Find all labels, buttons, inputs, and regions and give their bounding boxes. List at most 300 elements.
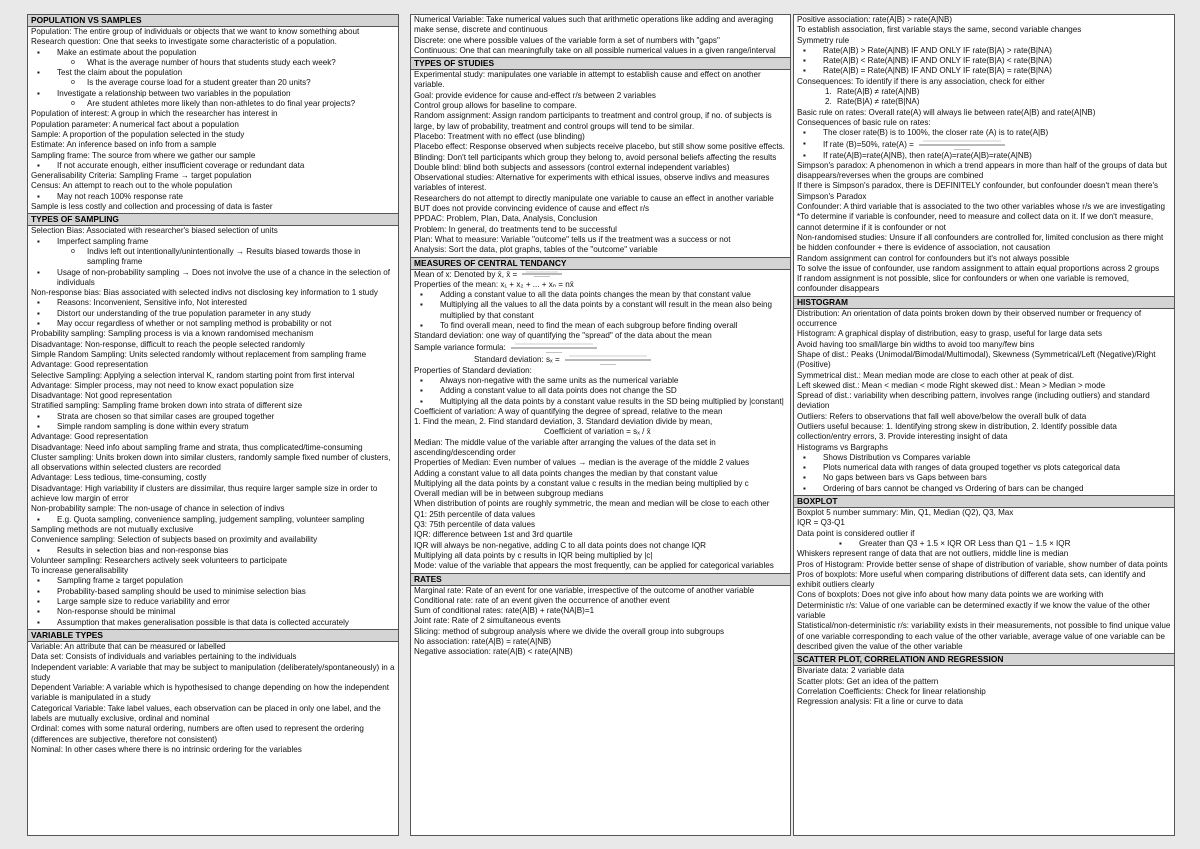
line-text: Random assignment can control for confounders but it's not always possible — [797, 253, 1070, 263]
bullet-item — [31, 268, 395, 289]
line-text: If rate (B)=50%, rate(A) = — [823, 139, 914, 149]
line-text: Q1: 25th percentile of data values — [414, 509, 536, 519]
line-text: Multiplying all the data points by a constant value results in the SD being multiplied by |constant| — [440, 396, 784, 406]
line-text: Indivs left out intentionally/unintentionally → Results biased towards those in sampling frame — [87, 246, 361, 267]
bullet-item — [833, 539, 1171, 549]
text-line — [414, 163, 787, 173]
text-line — [414, 520, 787, 530]
line-text: Simple Random Sampling: Units selected randomly without replacement from sampling frame — [31, 349, 367, 359]
line-text: Pros of Histogram: Provide better sense of shape of distribution of variable, show number of data points — [797, 559, 1168, 569]
text-line — [414, 101, 787, 111]
section-heading: TYPES OF SAMPLING — [28, 213, 398, 226]
line-text: Selection Bias: Associated with researcher's biased selection of units — [31, 226, 278, 236]
line-text: Cluster sampling: Units broken down into similar clusters, randomly sample fixed number of clusters, all observations within selected clusters are recorded — [31, 452, 391, 473]
line-text: Symmetry rule — [797, 35, 850, 45]
text-line — [414, 551, 787, 561]
text-line — [797, 108, 1171, 118]
bullet-item — [797, 46, 1171, 56]
text-line — [797, 181, 1171, 202]
text-line — [414, 469, 787, 479]
line-text: Positive association: rate(A|B) > rate(A|NB) — [797, 15, 953, 24]
text-line — [414, 647, 787, 657]
section-heading: POPULATION VS SAMPLES — [28, 15, 398, 27]
line-text: Joint rate: Rate of 2 simultaneous events — [414, 616, 561, 626]
line-text: Imperfect sampling frame — [57, 236, 149, 246]
line-text: IQR will always be non-negative, adding C to all data points does not change IQR — [414, 540, 706, 550]
text-line — [797, 601, 1171, 622]
line-text: Experimental study: manipulates one variable in attempt to establish cause and effect on another variable. — [414, 70, 761, 90]
section-population-vs-samples — [28, 15, 398, 213]
text-line — [414, 616, 787, 626]
line-text: Advantage: Less tedious, time-consuming, costly — [31, 473, 207, 483]
line-text: Test the claim about the population — [57, 68, 183, 78]
line-text: Shape of dist.: Peaks (Unimodal/Bimodal/Multimodal), Skewness (Symmetrical/Left (Negative)/Right (Positive) — [797, 349, 1156, 370]
bullet-item — [31, 192, 395, 202]
line-text: Shows Distribution vs Compares variable — [823, 452, 971, 462]
text-line — [31, 109, 395, 119]
bullet-item — [414, 300, 787, 321]
text-line — [414, 606, 787, 616]
line-text: Outliers useful because: 1. Identifying strong skew in distribution, 2. Identify possible data collection/entry errors, 3. Provide interesting insight of data — [797, 421, 1117, 442]
line-text: Results in selection bias and non-response bias — [57, 545, 229, 555]
text-line — [414, 111, 787, 132]
line-text: Large sample size to reduce variability and error — [57, 597, 230, 607]
line-text: E.g. Quota sampling, convenience sampling, judgement sampling, volunteer sampling — [57, 514, 365, 524]
line-text: Rate(B|A) ≠ rate(B|NA) — [837, 97, 920, 107]
line-text: If there is Simpson's paradox, there is DEFINITELY confounder, but confounder doesn't mean there's Simpson's Paradox — [797, 181, 1159, 201]
text-line — [414, 342, 787, 354]
text-line — [414, 407, 787, 417]
text-line — [544, 427, 787, 437]
line-text: Sampling methods are not mutually exclusive — [31, 524, 194, 534]
line-text: Consequences: To identify if there is any association, check for either — [797, 76, 1045, 86]
text-line — [31, 151, 395, 161]
text-line — [31, 453, 395, 474]
line-text: Standard deviation: one way of quantifying the "spread" of the data about the mean — [414, 331, 712, 341]
line-text: Histogram: A graphical display of distribution, easy to grasp, useful for large data sets — [797, 329, 1103, 339]
line-text: Non-response bias: Bias associated with selected indivs not disclosing key information to 1 study — [31, 288, 378, 298]
line-text: Placebo: Treatment with no effect (use blinding) — [414, 131, 585, 141]
text-line — [31, 171, 395, 181]
line-text: Probability sampling: Sampling process is via a known randomised mechanism — [31, 329, 314, 339]
line-text: Ordering of bars cannot be changed vs Ordering of bars can be changed — [823, 483, 1084, 493]
line-text: Regression analysis: Fit a line or curve to data — [797, 697, 964, 707]
text-line — [414, 194, 787, 215]
section-boxplot — [794, 495, 1174, 653]
section-body — [28, 226, 398, 629]
line-text: Generalisability Criteria: Sampling Frame → target population — [31, 171, 252, 181]
text-line — [414, 245, 787, 255]
line-text: Marginal rate: Rate of an event for one variable, irrespective of the outcome of another variable — [414, 585, 755, 595]
line-text: Plan: What to measure: Variable "outcome" tells us if the treatment was a success or not — [414, 234, 731, 244]
line-text: Make an estimate about the population — [57, 47, 197, 57]
text-line — [797, 36, 1171, 46]
line-text: Boxplot 5 number summary: Min, Q1, Median (Q2), Q3, Max — [797, 508, 1014, 518]
section-body — [794, 666, 1174, 708]
line-text: Assumption that makes generalisation possible is that data is collected accurately — [57, 617, 349, 627]
text-line — [797, 381, 1171, 391]
line-text: To increase generalisability — [31, 566, 129, 576]
text-line — [31, 556, 395, 566]
text-line — [31, 484, 395, 505]
line-text: May occur regardless of whether or not sampling method is probability or not — [57, 319, 332, 329]
text-line — [31, 140, 395, 150]
line-text: Census: An attempt to reach out to the whole population — [31, 181, 233, 191]
bullet-item — [414, 386, 787, 396]
text-line — [797, 212, 1171, 233]
line-text: Slicing: method of subgroup analysis where we divide the overall group into subgroups — [414, 626, 724, 636]
text-line — [31, 525, 395, 535]
line-text: Researchers do not attempt to directly manipulate one variable to cause an effect in another variable BUT does not provide convincing evidence of cause and effect r/s — [414, 193, 774, 214]
line-text: Greater than Q3 + 1.5 × IQR OR Less than Q1 − 1.5 × IQR — [859, 538, 1071, 548]
text-line — [31, 566, 395, 576]
line-text: Adding a constant value to all the data points changes the mean by that constant value — [440, 290, 751, 300]
text-line — [797, 529, 1171, 539]
line-text: Sampling frame: The source from where we gather our sample — [31, 150, 256, 160]
numbered-item — [797, 87, 1171, 97]
bullet-item — [797, 463, 1171, 473]
formula-image — [563, 354, 653, 366]
text-line — [31, 27, 395, 37]
text-line — [31, 37, 395, 47]
line-text: Coefficient of variation = sₓ / x̄ — [544, 427, 651, 437]
bullet-item — [797, 484, 1171, 494]
line-text: Cons of boxplots: Does not give info about how many data points we are working with — [797, 590, 1104, 600]
text-line — [797, 560, 1171, 570]
line-text: Whiskers represent range of data that are not outliers, middle line is median — [797, 549, 1069, 559]
line-text: IQR: difference between 1st and 3rd quartile — [414, 530, 573, 540]
line-text: Coefficient of variation: A way of quantifying the degree of spread, relative to the mean — [414, 406, 723, 416]
text-line — [31, 652, 395, 662]
line-text: Continuous: One that can meaningfully take on all possible numerical values in a given range/interval — [414, 45, 776, 55]
section-body — [411, 15, 790, 57]
line-text: Double blind: blind both subjects and assessors (control external independent variables) — [414, 162, 730, 172]
line-text: Data set: Consists of individuals and variables pertaining to the individuals — [31, 652, 297, 662]
text-line — [31, 371, 395, 381]
text-line — [797, 329, 1171, 339]
text-line — [414, 561, 787, 571]
text-line — [797, 570, 1171, 591]
section-variable-types — [28, 629, 398, 756]
line-text: Q3: 75th percentile of data values — [414, 520, 536, 530]
line-text: The closer rate(B) is to 100%, the closer rate (A) is to rate(A|B) — [823, 128, 1049, 138]
section-heading: TYPES OF STUDIES — [411, 57, 790, 70]
bullet-item — [797, 453, 1171, 463]
text-line — [414, 637, 787, 647]
line-text: No gaps between bars vs Gaps between bars — [823, 473, 987, 483]
text-line — [414, 489, 787, 499]
line-text: Consequences of basic rule on rates: — [797, 117, 931, 127]
text-line — [797, 677, 1171, 687]
section-body — [28, 642, 398, 756]
text-line — [31, 340, 395, 350]
bullet-item — [31, 412, 395, 422]
line-text: Outliers: Refers to observations that fall well above/below the overall bulk of data — [797, 411, 1087, 421]
text-line — [31, 360, 395, 370]
text-line — [414, 36, 787, 46]
line-text: Adding a constant value to all data points changes the median by that constant value — [414, 468, 718, 478]
text-line — [414, 70, 787, 91]
section-body — [411, 586, 790, 659]
line-text: Negative association: rate(A|B) < rate(A|NB) — [414, 647, 573, 657]
section-heading: HISTOGRAM — [794, 296, 1174, 309]
line-text: If random assignment is not possible, slice for confounders or when one variable is removed, confounder disappears — [797, 274, 1130, 294]
bullet-item — [414, 290, 787, 300]
text-line — [414, 142, 787, 152]
line-text: Scatter plots: Get an idea of the pattern — [797, 676, 939, 686]
section-heading: VARIABLE TYPES — [28, 629, 398, 642]
text-line — [797, 350, 1171, 371]
line-text: Dependent Variable: A variable which is hypothesised to change depending on how the independent variable is manipulated in a study — [31, 683, 390, 703]
line-text: Symmetrical dist.: Mean median mode are close to each other at peak of dist. — [797, 370, 1075, 380]
text-line — [797, 443, 1171, 453]
bullet-item — [31, 319, 395, 329]
line-text: Multiplying all the data points by a constant value c results in the median being multiplied by c — [414, 478, 749, 488]
line-text: To find overall mean, need to find the mean of each subgroup before finding overall — [440, 321, 738, 331]
line-text: Always non-negative with the same units as the numerical variable — [440, 375, 679, 385]
text-line — [797, 202, 1171, 212]
text-line — [414, 235, 787, 245]
text-line — [414, 438, 787, 459]
text-line — [797, 161, 1171, 182]
line-text: Nominal: In other cases where there is no intrinsic ordering for the variables — [31, 744, 302, 754]
line-text: Variable: An attribute that can be measured or labelled — [31, 641, 226, 651]
formula-image — [917, 139, 1007, 151]
line-text: Goal: provide evidence for cause and-effect r/s between 2 variables — [414, 90, 656, 100]
bullet-item — [414, 376, 787, 386]
line-text: Random assignment: Assign random participants to treatment and control group, if no. of subjects is large, by law of probability, treatment and control groups will tend to be similar. — [414, 111, 772, 131]
line-text: When distribution of points are roughly symmetric, the mean and median will be close to each other — [414, 499, 770, 509]
line-text: Multiplying all the values to all the data points by a constant will result in the mean also being multiplied by that constant — [440, 300, 773, 320]
line-text: Is the average course load for a student greater than 20 units? — [87, 78, 311, 88]
section-heading: BOXPLOT — [794, 495, 1174, 508]
text-line — [31, 663, 395, 684]
bullet-item — [797, 139, 1171, 151]
bullet-item — [31, 237, 395, 247]
text-line — [797, 118, 1171, 128]
bullet-item — [797, 66, 1171, 76]
bullet-item — [31, 161, 395, 171]
line-text: Rate(A|B) < Rate(A|NB) IF AND ONLY IF rate(B|A) < rate(B|NA) — [823, 56, 1052, 66]
text-line — [31, 745, 395, 755]
line-text: Sample variance formula: — [414, 342, 506, 352]
line-text: Placebo effect: Response observed when subjects receive placebo, but still show some positive effects. — [414, 142, 785, 152]
text-line — [31, 226, 395, 236]
section-heading: RATES — [411, 573, 790, 586]
line-text: Volunteer sampling: Researchers actively seek volunteers to participate — [31, 555, 287, 565]
line-text: Mode: value of the variable that appears the most frequently, can be applied for categorical variables — [414, 561, 774, 571]
line-text: Investigate a relationship between two variables in the population — [57, 88, 291, 98]
text-line — [414, 499, 787, 509]
text-line — [414, 541, 787, 551]
line-text: Simpson's paradox: A phenomenon in which a trend appears in more than half of the groups of data but disappears/reverses when the groups are combined — [797, 160, 1168, 181]
line-text: Population: The entire group of individuals or objects that we want to know something about — [31, 27, 360, 36]
text-line — [31, 202, 395, 212]
line-text: Are student athletes more likely than non-athletes to do final year projects? — [87, 99, 356, 109]
text-line — [797, 621, 1171, 652]
bullet-item — [31, 607, 395, 617]
text-line — [797, 371, 1171, 381]
text-line — [414, 153, 787, 163]
bullet-item — [31, 298, 395, 308]
line-text: Non-randomised studies: Unsure if all confounders are controlled for, limited conclusion as there might be hidden confounder + there is evidence of association, not causation — [797, 232, 1164, 253]
text-line — [414, 270, 787, 280]
section-histogram — [794, 296, 1174, 495]
line-text: Usage of non-probability sampling → Does not involve the use of a chance in the selection of individuals — [57, 267, 390, 287]
line-text: May not reach 100% response rate — [57, 191, 183, 201]
bullet-item — [31, 597, 395, 607]
line-text: Numerical Variable: Take numerical values such that arithmetic operations like adding and averaging make sense, discrete and continuous — [414, 15, 774, 35]
line-text: *To determine if variable is confounder, need to measure and collect data on it. If we don't measure, cannot determine if it is confounder or not — [797, 212, 1154, 232]
line-text: IQR = Q3-Q1 — [797, 518, 845, 528]
text-line — [31, 350, 395, 360]
bullet-item — [797, 473, 1171, 483]
line-text: Disadvantage: Not good representation — [31, 391, 172, 401]
section-rates — [411, 573, 790, 659]
text-line — [797, 340, 1171, 350]
line-text: Rate(A|B) ≠ rate(A|NB) — [837, 87, 920, 97]
bullet-item — [31, 99, 395, 109]
text-line — [414, 331, 787, 341]
line-text: Problem: In general, do treatments tend to be successful — [414, 224, 617, 234]
line-text: Disadvantage: High variability if clusters are dissimilar, thus require larger sample size in order to achieve low margin of error — [31, 483, 378, 504]
text-line — [31, 391, 395, 401]
column-3 — [793, 14, 1175, 836]
line-text: To solve the issue of confounder, use random assignment to attain equal proportions across 2 groups — [797, 263, 1160, 273]
text-line — [414, 91, 787, 101]
text-line — [31, 130, 395, 140]
text-line — [31, 724, 395, 745]
text-line — [414, 15, 787, 36]
text-line — [797, 254, 1171, 264]
text-line — [31, 642, 395, 652]
bullet-item — [31, 68, 395, 78]
text-line — [31, 504, 395, 514]
line-text: Blinding: Don't tell participants which group they belong to, avoid personal beliefs affecting the results — [414, 152, 777, 162]
line-text: Avoid having too small/large bin widths to avoid too many/few bins — [797, 339, 1035, 349]
line-text: Deterministic r/s: Value of one variable can be determined exactly if we know the value of the other variable — [797, 600, 1151, 621]
text-line — [797, 590, 1171, 600]
line-text: Disadvantage: Need info about sampling frame and strata, thus complicated/time-consuming — [31, 442, 363, 452]
line-text: Independent variable: A variable that may be subject to manipulation (deliberately/spontaneously) in a study — [31, 662, 395, 682]
line-text: Plots numerical data with ranges of data grouped together vs plots categorical data — [823, 463, 1120, 473]
line-text: Left skewed dist.: Mean < median < mode Right skewed dist.: Mean > Median > mode — [797, 380, 1106, 390]
section-body — [794, 508, 1174, 653]
text-line — [797, 549, 1171, 559]
section-types-of-studies — [411, 57, 790, 256]
bullet-item — [31, 576, 395, 586]
column-2 — [410, 14, 791, 836]
line-text: Sum of conditional rates: rate(A|B) + rate(NA|B)=1 — [414, 606, 595, 616]
line-text: Simple random sampling is done within every stratum — [57, 421, 249, 431]
section-continued — [411, 15, 790, 57]
text-line — [31, 288, 395, 298]
line-text: Pros of boxplots: More useful when comparing distributions of different data sets, can identify and exhibit outliers clearly — [797, 569, 1146, 590]
section-measures-of-central-tendancy — [411, 257, 790, 573]
text-line — [797, 687, 1171, 697]
line-text: If rate(A|B)=rate(A|NB), then rate(A)=rate(A|B)=rate(A|NB) — [823, 150, 1032, 160]
bullet-item — [31, 587, 395, 597]
line-text: Overall median will be in between subgroup medians — [414, 489, 604, 499]
line-text: Standard deviation: sₓ = — [474, 354, 560, 364]
bullet-item — [31, 309, 395, 319]
line-text: Confounder: A third variable that is associated to the two other variables whose r/s we are investigating — [797, 202, 1166, 212]
line-text: To establish association, first variable stays the same, second variable changes — [797, 25, 1082, 35]
line-text: Bivariate data: 2 variable data — [797, 666, 905, 676]
section-heading: MEASURES OF CENTRAL TENDANCY — [411, 257, 790, 270]
text-line — [414, 46, 787, 56]
line-text: Statistical/non-deterministic r/s: variability exists in their measurements, not possible to find unique value of one variable corresponding to each value of the other variable, average value of one variable can be described given the value of the other variable — [797, 621, 1171, 651]
section-body — [794, 15, 1174, 296]
line-text: Non-response should be minimal — [57, 607, 176, 617]
text-line — [797, 508, 1171, 518]
line-text: Stratified sampling: Sampling frame broken down into strata of different size — [31, 401, 303, 411]
line-text: Mean of x: Denoted by x̄, x̄ = — [414, 269, 518, 279]
text-line — [797, 233, 1171, 254]
line-text: Basic rule on rates: Overall rate(A) will always lie between rate(A|B) and rate(A|NB) — [797, 107, 1096, 117]
section-types-of-sampling — [28, 213, 398, 629]
text-line — [31, 432, 395, 442]
bullet-item — [797, 56, 1171, 66]
text-line — [31, 401, 395, 411]
section-body — [794, 309, 1174, 495]
line-text: Categorical Variable: Take label values, each observation can be placed in only one label, and the labels are mutually exclusive, ordinal and nominal — [31, 703, 381, 723]
bullet-item — [31, 515, 395, 525]
section-body — [411, 270, 790, 573]
line-text: Sample is less costly and collection and processing of data is faster — [31, 202, 273, 212]
bullet-item — [31, 58, 395, 68]
line-text: Control group allows for baseline to compare. — [414, 101, 577, 111]
section-body — [28, 27, 398, 213]
text-line — [414, 132, 787, 142]
text-line — [797, 274, 1171, 295]
line-text: Distort our understanding of the true population parameter in any study — [57, 308, 311, 318]
line-text: Sample: A proportion of the population selected in the study — [31, 129, 245, 139]
bullet-item — [31, 89, 395, 99]
text-line — [474, 354, 787, 366]
line-text: Strata are chosen so that similar cases are grouped together — [57, 411, 275, 421]
bullet-item — [31, 618, 395, 628]
text-line — [414, 214, 787, 224]
line-text: Observational studies: Alternative for experiments with ethical issues, observe indivs and measures variables of interest. — [414, 173, 770, 193]
line-text: Advantage: Good representation — [31, 360, 148, 370]
line-text: Conditional rate: rate of an event given the occurrence of another event — [414, 595, 670, 605]
line-text: Distribution: An orientation of data points broken down by their observed number or frequency of occurrence — [797, 308, 1142, 329]
line-text: Selective Sampling: Applying a selection interval K, random starting point from first interval — [31, 370, 355, 380]
line-text: Non-probability sample: The non-usage of chance in selection of indivs — [31, 504, 285, 514]
text-line — [31, 381, 395, 391]
text-line — [414, 458, 787, 468]
bullet-item — [414, 321, 787, 331]
text-line — [414, 530, 787, 540]
section-scatter-plot-correlation-and-regression — [794, 653, 1174, 708]
line-text: Research question: One that seeks to investigate some characteristic of a population. — [31, 37, 337, 47]
line-text: Adding a constant value to all data points does not change the SD — [440, 386, 677, 396]
line-text: If not accurate enough, either insufficient coverage or redundant data — [57, 160, 305, 170]
section-continued — [794, 15, 1174, 296]
line-text: What is the average number of hours that students study each week? — [87, 57, 336, 67]
text-line — [797, 25, 1171, 35]
line-text: Properties of Median: Even number of values → median is the average of the middle 2 values — [414, 458, 750, 468]
bullet-item — [797, 151, 1171, 161]
line-text: Estimate: An inference based on info from a sample — [31, 140, 217, 150]
bullet-item — [31, 422, 395, 432]
text-line — [414, 586, 787, 596]
section-heading: SCATTER PLOT, CORRELATION AND REGRESSION — [794, 653, 1174, 666]
text-line — [797, 518, 1171, 528]
text-line — [797, 77, 1171, 87]
line-text: Advantage: Simpler process, may not need to know exact population size — [31, 380, 294, 390]
